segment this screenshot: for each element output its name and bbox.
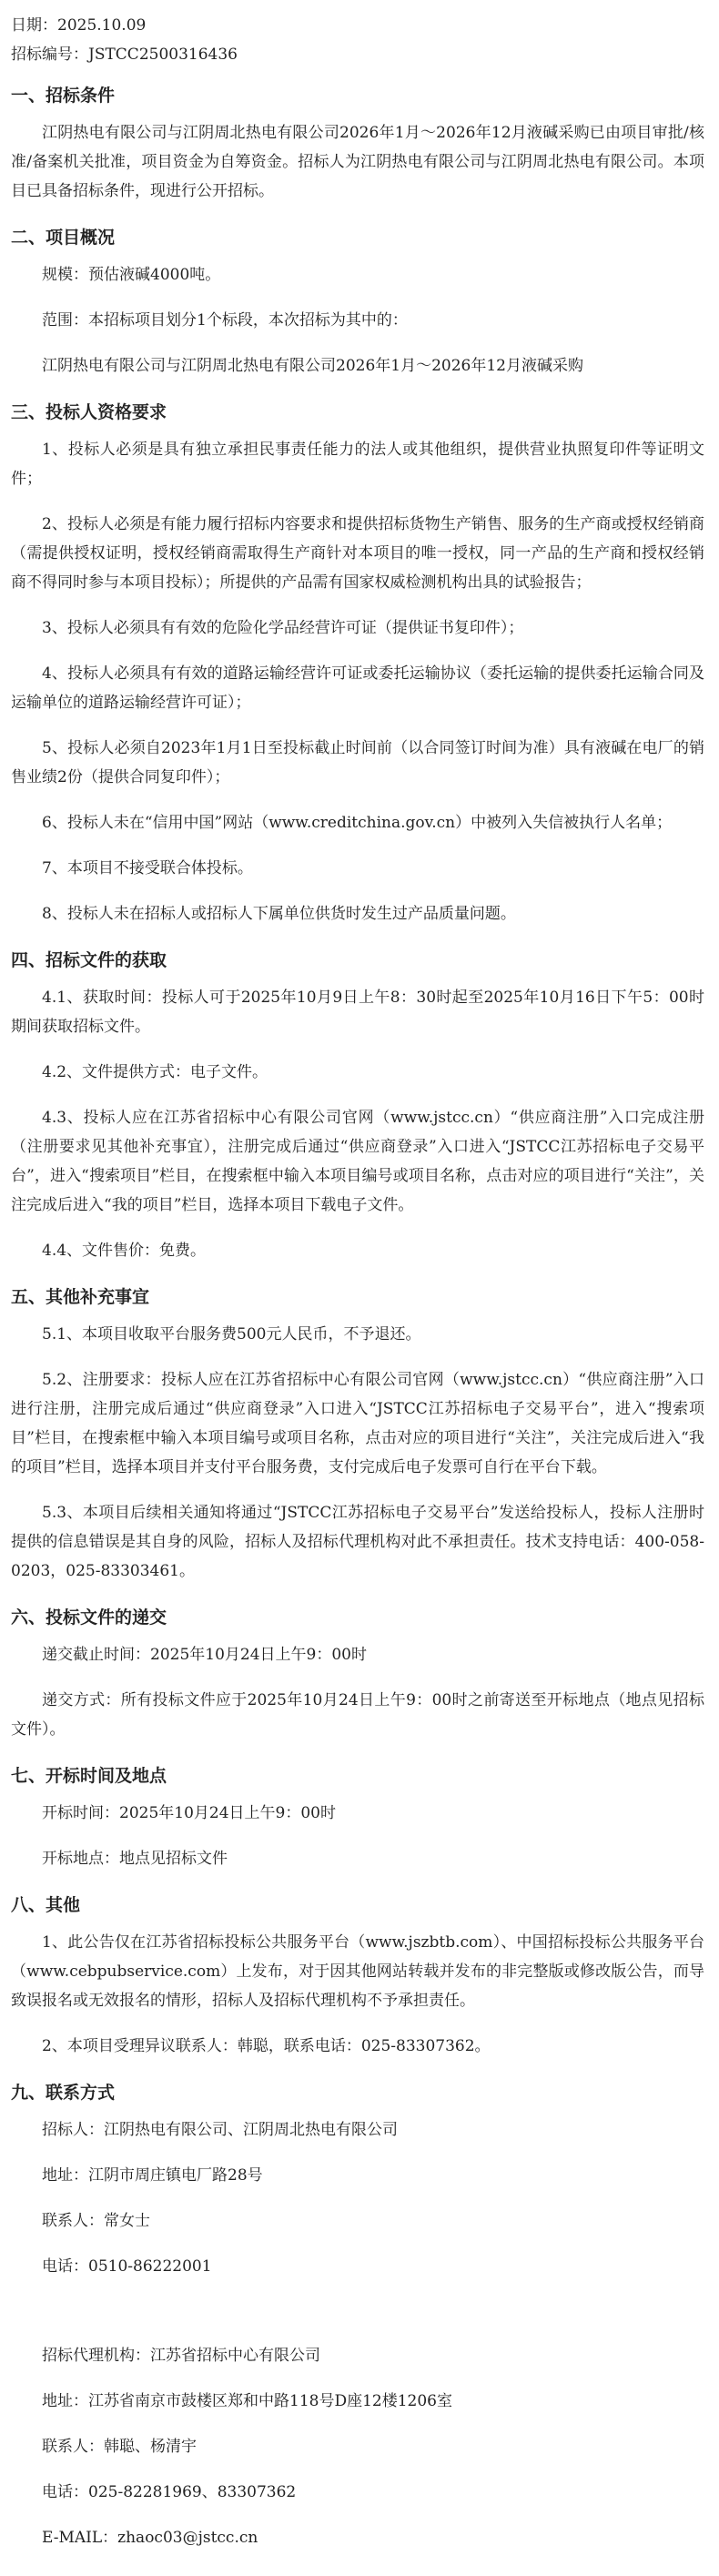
announcement-date: 日期：2025.10.09 bbox=[11, 16, 147, 35]
section-title-other: 八、其他 bbox=[11, 1895, 81, 1915]
supplementary-item: 5.2、注册要求：投标人应在江苏省招标中心有限公司官网（www.jstcc.cn）“供应商注册”入口进行注册，注册完成后通过“供应商登录”入口进入“JSTCC江苏招标电子交易平台”，进入“搜索项目”栏目，在搜索框中输入本项目编号或项目名称，点击对应的项目进行“关注”，关注完成后进入“我的项目”栏目，选择本项目并支付平台服务费，支付完成后电子发票可自行在平台下载。 bbox=[11, 1371, 704, 1476]
tenderer-address: 地址：江阴市周庄镇电厂路28号 bbox=[42, 2166, 263, 2185]
section-title-qualification: 三、投标人资格要求 bbox=[11, 402, 167, 422]
supplementary-item: 5.3、本项目后续相关通知将通过“JSTCC江苏招标电子交易平台”发送给投标人，投标人注册时提供的信息错误是其自身的风险，招标人及招标代理机构对此不承担责任。技术支持电话：400-058-0203，025-83303461。 bbox=[11, 1504, 704, 1580]
section-title-supplementary: 五、其他补充事宜 bbox=[11, 1287, 150, 1307]
acquisition-item: 4.3、投标人应在江苏省招标中心有限公司官网（www.jstcc.cn）“供应商注册”入口完成注册（注册要求见其他补充事宜），注册完成后通过“供应商登录”入口进入“JSTCC江苏招标电子交易平台”，进入“搜索项目”栏目，在搜索框中输入本项目编号或项目名称，点击对应的项目进行“关注”，关注完成后进入“我的项目”栏目，选择本项目下载电子文件。 bbox=[11, 1109, 704, 1214]
section-title-opening: 七、开标时间及地点 bbox=[11, 1766, 167, 1786]
contact-spacer bbox=[11, 2297, 704, 2341]
agency-contact: 联系人：韩聪、杨清宇 bbox=[42, 2438, 197, 2456]
opening-time: 开标时间：2025年10月24日上午9：00时 bbox=[42, 1804, 336, 1822]
section-title-submission: 六、投标文件的递交 bbox=[11, 1607, 167, 1628]
overview-lot: 江阴热电有限公司与江阴周北热电有限公司2026年1月～2026年12月液碱采购 bbox=[42, 357, 583, 375]
agency-address: 地址：江苏省南京市鼓楼区郑和中路118号D座12楼1206室 bbox=[42, 2392, 452, 2410]
qualification-item: 5、投标人必须自2023年1月1日至投标截止时间前（以合同签订时间为准）具有液碱在电厂的销售业绩2份（提供合同复印件）； bbox=[11, 739, 704, 786]
qualification-item: 8、投标人未在招标人或招标人下属单位供货时发生过产品质量问题。 bbox=[42, 905, 516, 923]
qualification-item: 2、投标人必须是有能力履行招标内容要求和提供招标货物生产销售、服务的生产商或授权经销商（需提供授权证明，授权经销商需取得生产商针对本项目的唯一授权，同一产品的生产商和授权经销商不得同时参与本项目投标）；所提供的产品需有国家权威检测机构出具的试验报告； bbox=[11, 515, 704, 592]
other-item: 2、本项目受理异议联系人：韩聪，联系电话：025-83307362。 bbox=[42, 2037, 491, 2055]
qualification-item: 3、投标人必须具有有效的危险化学品经营许可证（提供证书复印件）； bbox=[42, 619, 524, 637]
submission-method: 递交方式：所有投标文件应于2025年10月24日上午9：00时之前寄送至开标地点（地点见招标文件）。 bbox=[11, 1691, 704, 1739]
tenderer-phone: 电话：0510-86222001 bbox=[42, 2257, 212, 2276]
conditions-paragraph: 江阴热电有限公司与江阴周北热电有限公司2026年1月～2026年12月液碱采购已由项目审批/核准/备案机关批准，项目资金为自筹资金。招标人为江阴热电有限公司与江阴周北热电有限公司。本项目已具备招标条件，现进行公开招标。 bbox=[11, 124, 704, 200]
qualification-item: 4、投标人必须具有有效的道路运输经营许可证或委托运输协议（委托运输的提供委托运输合同及运输单位的道路运输经营许可证）； bbox=[11, 664, 704, 712]
qualification-item: 1、投标人必须是具有独立承担民事责任能力的法人或其他组织，提供营业执照复印件等证明文件； bbox=[11, 441, 704, 488]
overview-scope: 范围：本招标项目划分1个标段，本次招标为其中的： bbox=[42, 311, 408, 330]
section-title-conditions: 一、招标条件 bbox=[11, 86, 116, 106]
agency-name: 招标代理机构：江苏省招标中心有限公司 bbox=[42, 2347, 320, 2365]
section-title-overview: 二、项目概况 bbox=[11, 228, 116, 248]
tenderer-contact: 联系人：常女士 bbox=[42, 2212, 150, 2230]
agency-email: E-MAIL：zhaoc03@jstcc.cn bbox=[42, 2529, 258, 2547]
supplementary-item: 5.1、本项目收取平台服务费500元人民币，不予退还。 bbox=[42, 1325, 421, 1344]
agency-phone: 电话：025-82281969、83307362 bbox=[42, 2483, 297, 2501]
section-title-contact: 九、联系方式 bbox=[11, 2083, 116, 2103]
acquisition-item: 4.2、文件提供方式：电子文件。 bbox=[42, 1063, 268, 1081]
section-title-document-acquisition: 四、招标文件的获取 bbox=[11, 950, 167, 970]
overview-scale: 规模：预估液碱4000吨。 bbox=[42, 266, 221, 284]
tender-number: 招标编号：JSTCC2500316436 bbox=[11, 46, 238, 64]
other-item: 1、此公告仅在江苏省招标投标公共服务平台（www.jszbtb.com）、中国招标投标公共服务平台（www.cebpubservice.com）上发布，对于因其他网站转载并发布的非完整版或修改版公告，而导致误报名或无效报名的情形，招标人及招标代理机构不予承担责任。 bbox=[11, 1933, 704, 2010]
meta-block bbox=[11, 11, 704, 69]
opening-location: 开标地点：地点见招标文件 bbox=[42, 1850, 228, 1868]
qualification-item: 7、本项目不接受联合体投标。 bbox=[42, 859, 253, 877]
acquisition-item: 4.4、文件售价：免费。 bbox=[42, 1242, 207, 1260]
qualification-item: 6、投标人未在“信用中国”网站（www.creditchina.gov.cn）中被列入失信被执行人名单； bbox=[42, 814, 673, 832]
submission-deadline: 递交截止时间：2025年10月24日上午9：00时 bbox=[42, 1646, 367, 1664]
tenderer-name: 招标人：江阴热电有限公司、江阴周北热电有限公司 bbox=[42, 2121, 398, 2139]
acquisition-item: 4.1、获取时间：投标人可于2025年10月9日上午8：30时起至2025年10月16日下午5：00时期间获取招标文件。 bbox=[11, 989, 704, 1036]
